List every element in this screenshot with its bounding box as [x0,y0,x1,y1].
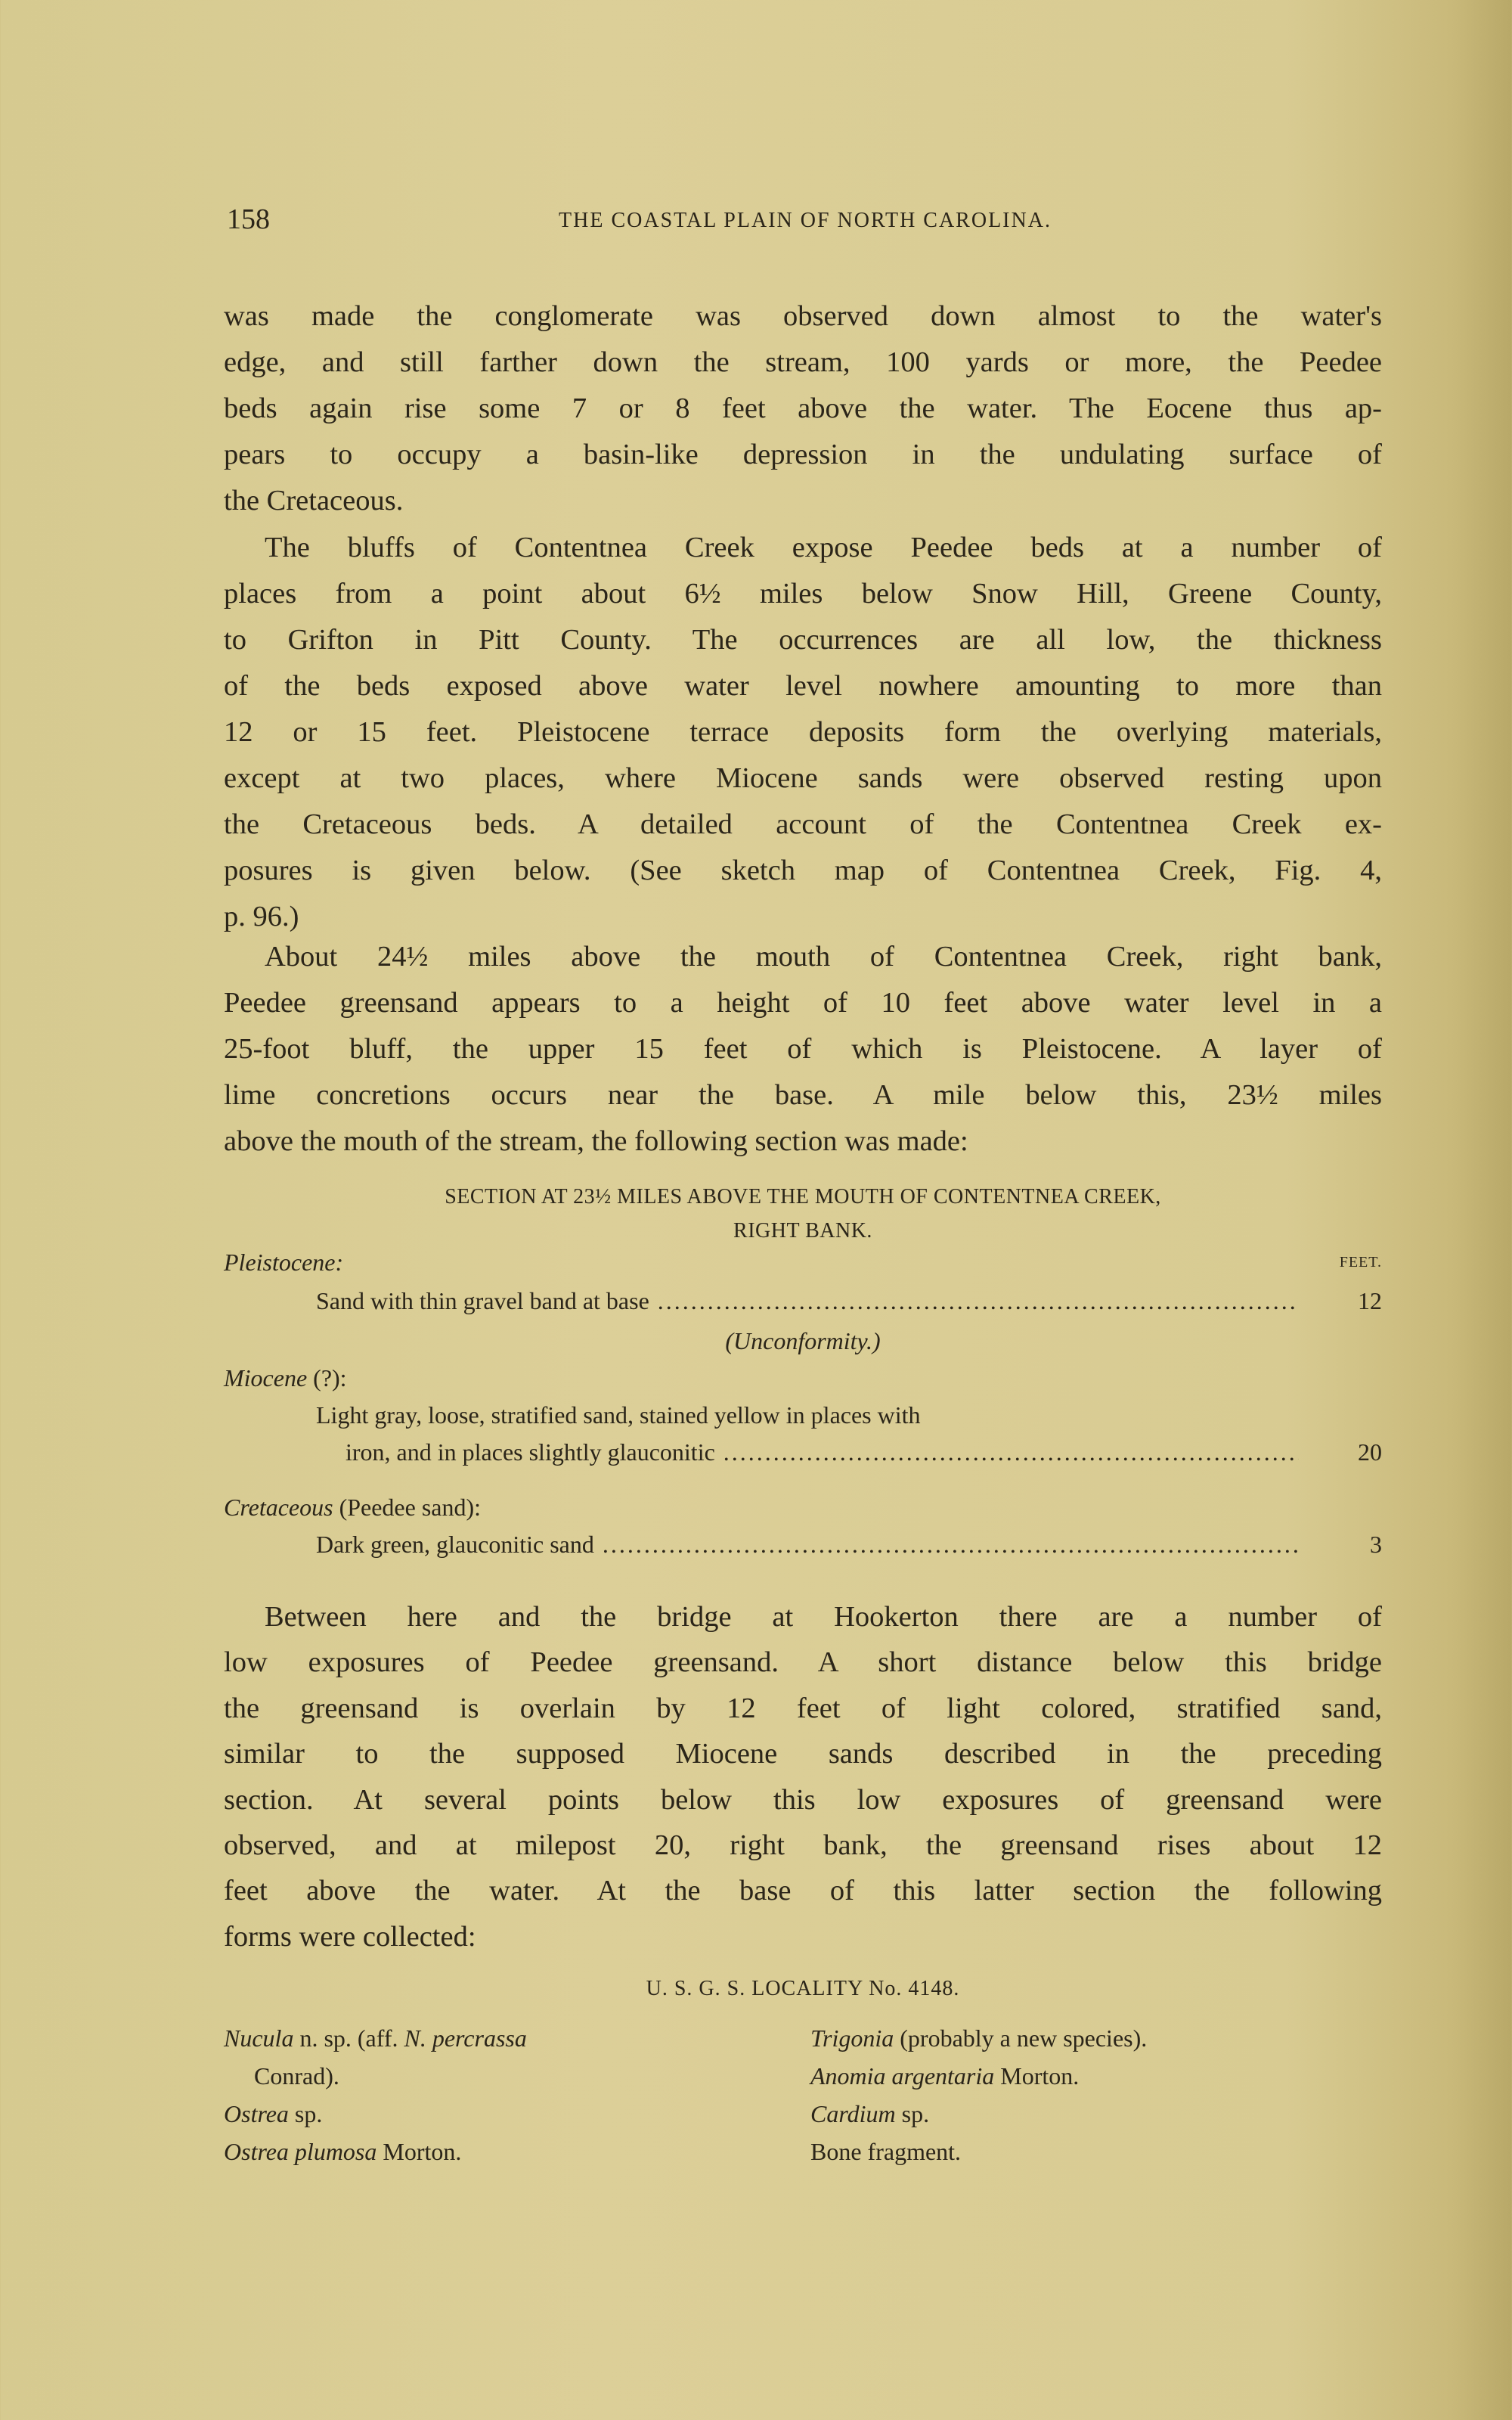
genus: Trigonia [810,2024,894,2052]
text-line: to Grifton in Pitt County. The occurrences are all low, the thickness [224,624,1382,656]
text-line: posures is given below. (See sketch map of Contentnea Creek, Fig. 4, [224,855,1382,886]
fossil-item [224,2133,768,2170]
section-row [224,1282,1382,1320]
fossil-text: n. sp. (aff. [293,2024,404,2052]
page-number: 158 [227,203,270,235]
text-line: was made the conglomerate was observed down almost to the water's [224,300,1382,332]
text-line: the Cretaceous beds. A detailed account of the Contentnea Creek ex- [224,808,1382,840]
text-line: pears to occupy a basin-like depression in the undulating surface of [224,439,1382,470]
fossil-item [224,2095,768,2133]
text-line: section. At several points below this low exposures of greensand were [224,1783,1382,1816]
text-line: Between here and the bridge at Hookerton there are a number of [265,1601,1382,1633]
genus: Cardium [810,2100,896,2127]
genus: Anomia argentaria [810,2062,995,2090]
text-line: forms were collected: [224,1920,476,1953]
section-feet: 3 [1370,1531,1382,1558]
text-line: beds again rise some 7 or 8 feet above the water. The Eocene thus ap- [224,392,1382,424]
paragraph-3 [224,934,1382,1165]
fossil-item [810,2095,1385,2133]
section-item: Light gray, loose, stratified sand, stained yellow in places with [316,1401,921,1429]
cretaceous-label: Cretaceous [224,1494,333,1521]
fossil-item [224,2019,768,2057]
fossil-text: sp. [895,2100,930,2127]
section-feet: 12 [1358,1287,1382,1314]
fossil-text: Bone fragment. [810,2138,962,2165]
section-item: Dark green, glauconitic sand ..... [316,1525,1299,1563]
text-line: places from a point about 6½ miles below Snow Hill, Greene County, [224,578,1382,610]
text-line: Peedee greensand appears to a height of 10 feet above water level in a [224,987,1382,1019]
text-line: low exposures of Peedee greensand. A short distance below this bridge [224,1646,1382,1679]
section-feet: 20 [1358,1438,1382,1466]
text-line: 12 or 15 feet. Pleistocene terrace deposits form the overlying materials, [224,716,1382,748]
fossil-text: (probably a new species). [894,2024,1148,2052]
text-line: the Cretaceous. [224,485,404,517]
text-line: above the mouth of the stream, the following section was made: [224,1125,968,1157]
pleistocene-label: Pleistocene: [224,1249,344,1276]
section-title [224,1180,1382,1248]
section-row [224,1433,1382,1471]
text-line: p. 96.) [224,901,299,932]
section-item-continued: iron, and in places slightly glauconitic ..... [345,1433,1299,1471]
text-line: except at two places, where Miocene sands were observed resting upon [224,762,1382,794]
paragraph-1 [224,293,1382,524]
text-line: edge, and still farther down the stream, 100 yards or more, the Peedee [224,346,1382,378]
feet-unit-label: FEET. [1339,1254,1382,1270]
fossil-list-left [224,2019,768,2170]
unconformity-note: (Unconformity.) [725,1327,881,1354]
species: N. percrassa [404,2024,527,2052]
fossil-item-continued [224,2057,768,2095]
paragraph-4 [224,1594,1382,1959]
miocene-label: Miocene [224,1364,308,1392]
section-row [224,1525,1382,1563]
fossil-text: Morton. [994,2062,1080,2090]
fossil-item [810,2133,1385,2170]
fossil-text: sp. [288,2100,323,2127]
miocene-qualifier: (?): [307,1364,347,1392]
text-line: similar to the supposed Miocene sands described in the preceding [224,1738,1382,1770]
genus: Ostrea [224,2100,289,2127]
fossil-list-right [810,2019,1385,2170]
section-row-pleistocene [224,1243,1382,1281]
fossil-text: Morton. [376,2138,462,2165]
text-line: the greensand is overlain by 12 feet of light colored, stratified sand, [224,1692,1382,1724]
text-line: feet above the water. At the base of this latter section the following [224,1875,1382,1907]
section-item: Sand with thin gravel band at base ..... [316,1282,1299,1320]
genus: Nucula [224,2024,294,2052]
section-row [224,1396,1382,1434]
genus: Ostrea plumosa [224,2138,377,2165]
text-line: About 24½ miles above the mouth of Contentnea Creek, right bank, [265,941,1382,973]
section-row-miocene [224,1359,1382,1397]
text-line: observed, and at milepost 20, right bank, the greensand rises about 12 [224,1829,1382,1861]
text-line: The bluffs of Contentnea Creek expose Peedee beds at a number of [265,532,1382,563]
section-title-line1: SECTION AT 23½ MILES ABOVE THE MOUTH OF CONTENTNEA CREEK, [445,1185,1161,1208]
paragraph-2 [224,525,1382,940]
fossil-item [810,2057,1385,2095]
fossil-item [810,2019,1385,2057]
cretaceous-qualifier: (Peedee sand): [333,1494,482,1521]
fossil-text: Conrad). [254,2062,339,2090]
text-line: 25-foot bluff, the upper 15 feet of which is Pleistocene. A layer of [224,1033,1382,1065]
section-row-cretaceous [224,1488,1382,1526]
text-line: of the beds exposed above water level nowhere amounting to more than [224,670,1382,702]
locality-title: U. S. G. S. LOCALITY No. 4148. [646,1977,960,2000]
text-line: lime concretions occurs near the base. A mile below this, 23½ miles [224,1079,1382,1111]
section-title-line2: RIGHT BANK. [733,1219,872,1243]
running-title: THE COASTAL PLAIN OF NORTH CAROLINA. [559,209,1052,232]
